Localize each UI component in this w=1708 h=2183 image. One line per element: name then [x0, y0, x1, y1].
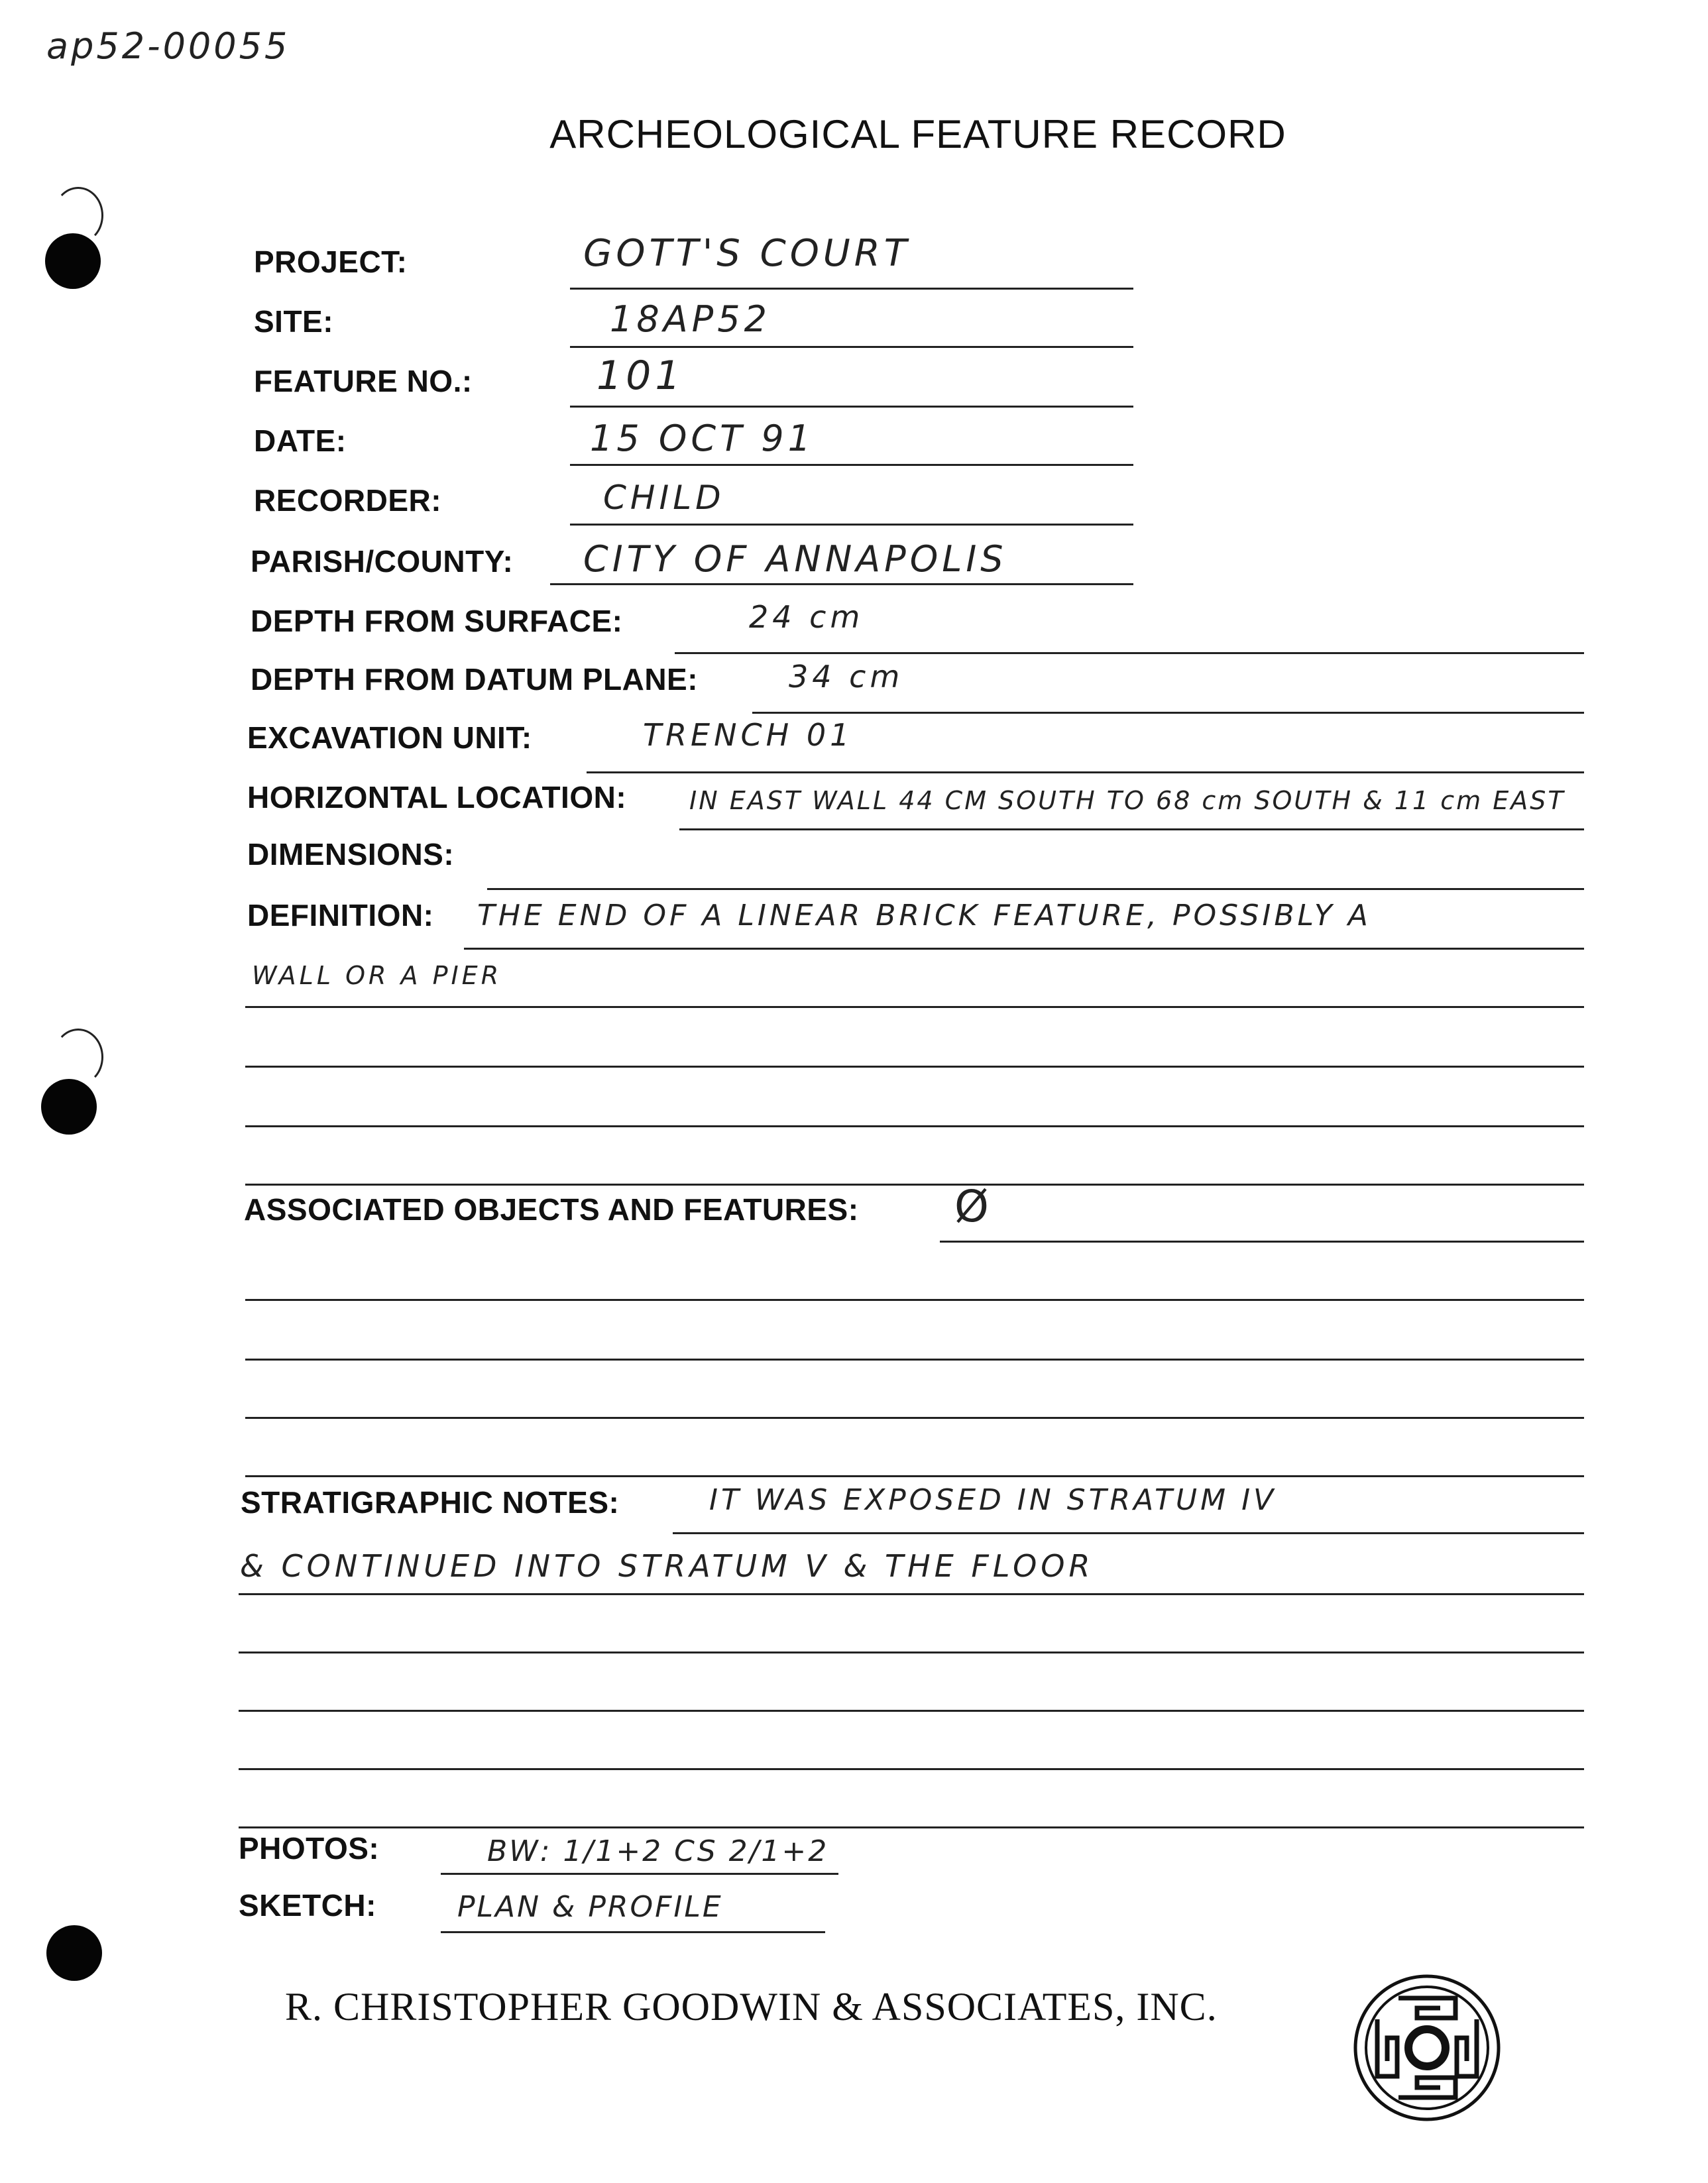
parish-county-line	[550, 583, 1133, 585]
associated-objects-label: ASSOCIATED OBJECTS AND FEATURES:	[244, 1192, 859, 1227]
photos-line	[441, 1873, 838, 1875]
horizontal-location-value: IN EAST WALL 44 CM SOUTH TO 68 cm SOUTH & 11 cm EAST	[689, 786, 1566, 815]
depth-surface-label: DEPTH FROM SURFACE:	[251, 604, 623, 638]
depth-datum-line	[752, 712, 1584, 714]
associated-objects-value: Ø	[954, 1181, 993, 1232]
date-label: DATE:	[254, 423, 347, 458]
associated-rule-1	[940, 1241, 1584, 1243]
feature-no-value: 101	[597, 353, 685, 399]
depth-surface-value: 24 cm	[749, 599, 864, 635]
site-value: 18AP52	[610, 298, 771, 340]
depth-datum-value: 34 cm	[789, 659, 904, 695]
stratigraphic-rule-5	[239, 1768, 1584, 1770]
project-line	[570, 288, 1133, 290]
sketch-line	[441, 1931, 825, 1933]
associated-rule-2	[245, 1299, 1584, 1301]
stratigraphic-rule-6	[239, 1826, 1584, 1828]
depth-surface-line	[675, 652, 1584, 654]
sketch-label: SKETCH:	[239, 1888, 376, 1923]
stratigraphic-rule-2	[239, 1593, 1584, 1595]
company-logo-icon	[1351, 1972, 1503, 2124]
company-name: R. CHRISTOPHER GOODWIN & ASSOCIATES, INC.	[285, 1985, 1218, 2029]
excavation-unit-value: TRENCH 01	[643, 717, 854, 753]
recorder-line	[570, 524, 1133, 526]
definition-rule-3	[245, 1066, 1584, 1068]
horizontal-location-line	[679, 828, 1584, 830]
feature-no-line	[570, 406, 1133, 408]
definition-rule-2	[245, 1006, 1584, 1008]
definition-rule-1	[464, 948, 1584, 950]
feature-no-label: FEATURE NO.:	[254, 364, 473, 398]
punch-hole-middle	[41, 1079, 97, 1135]
punch-hole-shadow	[53, 1029, 103, 1086]
definition-rule-4	[245, 1125, 1584, 1127]
excavation-unit-label: EXCAVATION UNIT:	[247, 720, 532, 755]
definition-label: DEFINITION:	[247, 898, 434, 932]
associated-rule-5	[245, 1475, 1584, 1477]
excavation-unit-line	[587, 771, 1584, 773]
definition-line-2: WALL OR A PIER	[252, 961, 502, 990]
horizontal-location-label: HORIZONTAL LOCATION:	[247, 780, 627, 814]
stratigraphic-notes-line-2: & CONTINUED INTO STRATUM V & THE FLOOR	[240, 1548, 1094, 1584]
stratigraphic-rule-3	[239, 1651, 1584, 1653]
stratigraphic-notes-label: STRATIGRAPHIC NOTES:	[241, 1485, 620, 1520]
dimensions-label: DIMENSIONS:	[247, 837, 455, 871]
site-line	[570, 346, 1133, 348]
definition-rule-5	[245, 1184, 1584, 1186]
date-line	[570, 464, 1133, 466]
punch-hole-top	[45, 233, 101, 289]
project-label: PROJECT:	[254, 245, 408, 279]
date-value: 15 OCT 91	[590, 418, 815, 459]
site-label: SITE:	[254, 304, 334, 339]
document-id: ap52-00055	[46, 25, 290, 67]
associated-rule-4	[245, 1417, 1584, 1419]
definition-line-1: THE END OF A LINEAR BRICK FEATURE, POSSIBLY A	[477, 899, 1371, 932]
recorder-label: RECORDER:	[254, 483, 442, 518]
stratigraphic-rule-4	[239, 1710, 1584, 1712]
project-value: GOTT'S COURT	[583, 232, 911, 275]
sketch-value: PLAN & PROFILE	[457, 1890, 723, 1924]
associated-rule-3	[245, 1359, 1584, 1361]
parish-county-value: CITY OF ANNAPOLIS	[583, 538, 1007, 580]
dimensions-line	[487, 888, 1584, 890]
recorder-value: CHILD	[603, 478, 725, 517]
stratigraphic-notes-line-1: IT WAS EXPOSED IN STRATUM IV	[709, 1483, 1277, 1517]
parish-county-label: PARISH/COUNTY:	[251, 544, 514, 579]
photos-value: BW: 1/1+2 CS 2/1+2	[487, 1834, 829, 1868]
page-title: ARCHEOLOGICAL FEATURE RECORD	[549, 112, 1286, 156]
photos-label: PHOTOS:	[239, 1831, 380, 1866]
depth-datum-label: DEPTH FROM DATUM PLANE:	[251, 662, 699, 697]
stratigraphic-rule-1	[673, 1532, 1584, 1534]
punch-hole-bottom	[46, 1925, 102, 1981]
